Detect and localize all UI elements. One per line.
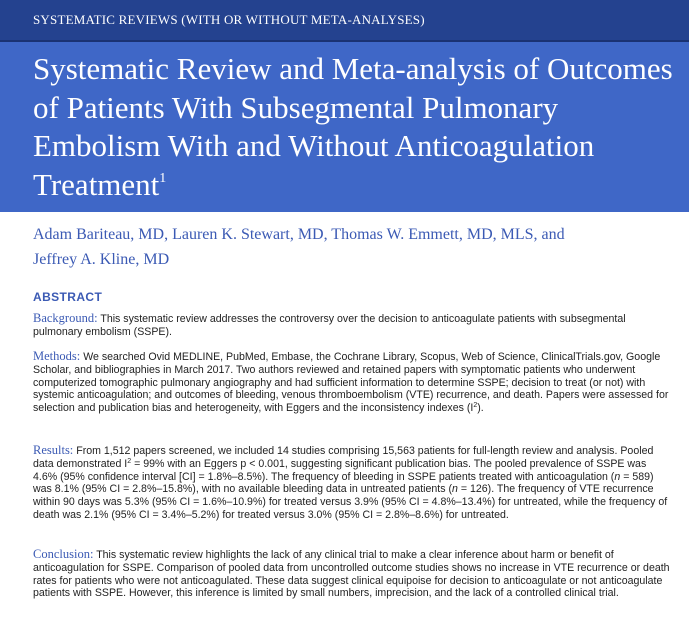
author-list — [33, 222, 673, 272]
background-text: This systematic review addresses the controversy over the decision to anticoagulate patients with subsegmental pulmonary embolism (SSPE). — [33, 313, 626, 338]
conclusion-label: Conclusion: — [33, 547, 94, 561]
methods-text: We searched Ovid MEDLINE, PubMed, Embase, the Cochrane Library, Scopus, Web of Science, ClinicalTrials.gov, Google Scholar, and bibliographies in March 2017. Two authors reviewed and retained papers with symptomatic patients who underwent computerized tomographic pulmonary angiography and had sufficient information to determine SSPE; decision to treat (or not) with systemic anticoagulation; and outcomes of bleeding, venous thromboembolism (VTE) recurrence, and death. Papers were assessed for selection and publication bias and heterogeneity, with Eggers and the inconsistency indexes (I — [33, 351, 669, 415]
abstract-conclusion — [33, 548, 673, 600]
article-title — [33, 50, 683, 204]
section-label: SYSTEMATIC REVIEWS (WITH OR WITHOUT META-ANALYSES) — [33, 12, 425, 27]
results-n-var-1: n — [614, 470, 621, 483]
results-text-4: = 126). The frequency of VTE recurrence within 90 days was 5.3% (95% CI = 1.6%–10.9%) for treated versus 3.9% (95% CI = 4.8%–13.4%) for untreated, while the frequency of death was 2.1% (95% CI = 3.4%–5.2%) for treated versus 3.0% (95% CI = 2.8%–8.6%) for untreated. — [33, 483, 668, 521]
conclusion-text: This systematic review highlights the lack of any clinical trial to make a clear inference about harm or benefit of anticoagulation for SSPE. Comparison of pooled data from uncontrolled outcome studies shows no increase in VTE recurrence or death rates for patients who were not anticoagulated. These data suggest clinical equipoise for decision to anticoagulate or not anticoagulate patients with SSPE. However, this inference is limited by small numbers, imprecision, and the lack of a controlled clinical trial. — [33, 549, 670, 600]
section-banner — [0, 0, 689, 42]
title-footnote-marker: 1 — [159, 170, 167, 186]
abstract-heading: ABSTRACT — [33, 290, 103, 304]
abstract-methods — [33, 350, 673, 415]
abstract-background — [33, 312, 673, 339]
results-text-3: = 589) was 8.1% (95% CI = 2.8%–15.8%), with no available bleeding data in untreated patients ( — [33, 470, 654, 496]
results-label: Results: — [33, 443, 74, 457]
results-superscript: 2 — [127, 457, 132, 465]
methods-text-end: ). — [477, 402, 484, 415]
article-title-text: Systematic Review and Meta-analysis of Outcomes of Patients With Subsegmental Pulmonary Embolism With and Without Anticoagulation Treatment — [33, 51, 673, 202]
results-text-1: From 1,512 papers screened, we included 14 studies comprising 15,563 patients for full-length review and analysis. Pooled data demonstrated I — [33, 445, 654, 470]
authors-line-2: Jeffrey A. Kline, MD — [33, 251, 170, 268]
background-label: Background: — [33, 311, 98, 325]
authors-line-1: Adam Bariteau, MD, Lauren K. Stewart, MD, Thomas W. Emmett, MD, MLS, and — [33, 226, 565, 243]
results-n-var-2: n — [452, 483, 458, 496]
methods-superscript: 2 — [473, 402, 478, 410]
results-text-2: = 99% with an Eggers p < 0.001, suggesting significant publication bias. The pooled prevalence of SSPE was 4.6% (95% confidence interval [CI] = 1.8%–8.5%). The frequency of bleeding in SSPE patients treated with anticoagulation ( — [33, 457, 647, 483]
methods-label: Methods: — [33, 349, 81, 363]
abstract-results — [33, 444, 673, 522]
